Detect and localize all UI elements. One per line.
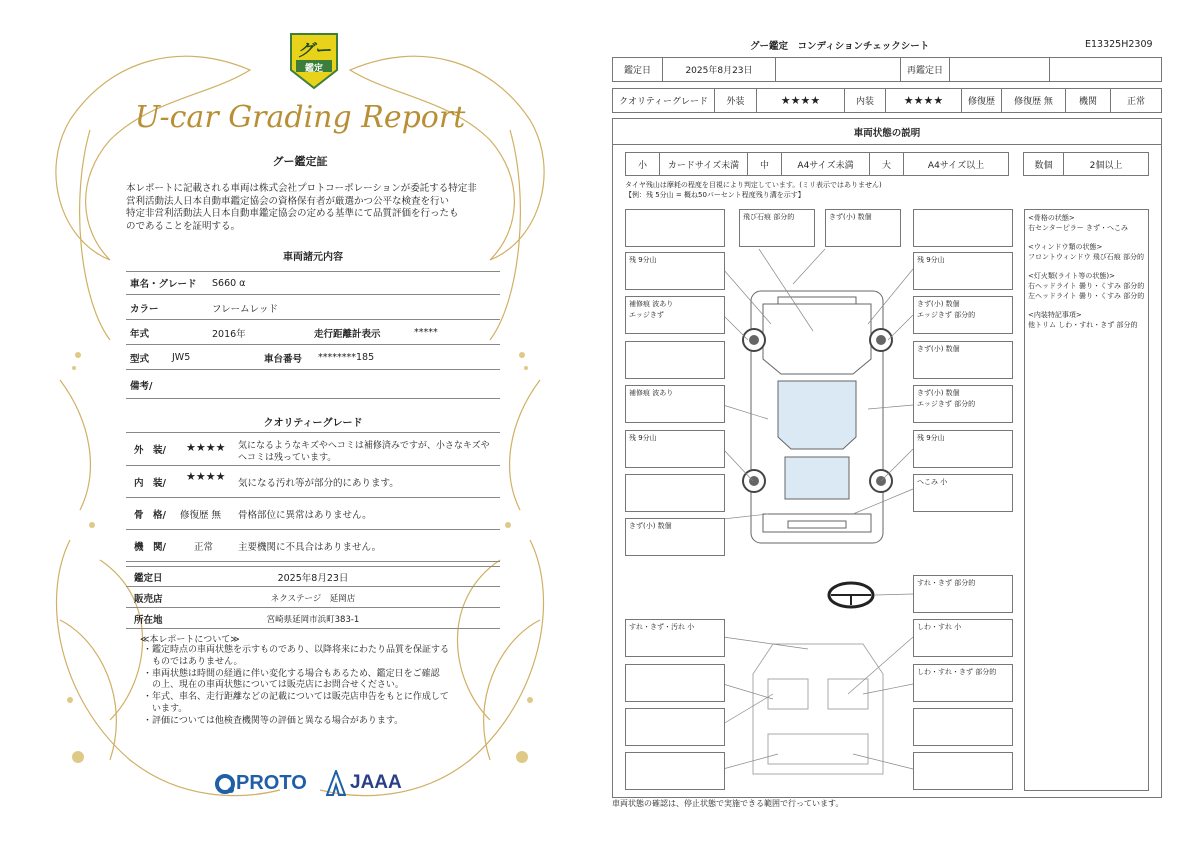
spec-row-model (126, 346, 500, 370)
badge-sub: 鑑定 (304, 64, 323, 74)
engine-value: 正常 (1126, 97, 1145, 107)
intro-line: 本レポートに記載される車両は株式会社プロトコーポレーションが委託する特定非 (126, 183, 477, 194)
damage-box (625, 708, 725, 746)
damage-text: エッジきず (629, 311, 664, 319)
grade-table (612, 88, 1162, 113)
note-line: フロントウィンドウ 飛び石痕 部分的 (1028, 253, 1145, 261)
date-table (612, 57, 1162, 82)
note-line: ・車両状態は時間の経過に伴い変化する場合もあるため、鑑定日をご確認 (143, 668, 440, 679)
damage-box: しわ・すれ・きず 部分的 (913, 664, 1013, 702)
frame-value: 修復歴 無 (180, 510, 222, 521)
condition-panel (612, 118, 1162, 798)
row-shop (126, 588, 500, 608)
color-label: カラー (130, 303, 159, 315)
int-label: 内装 (845, 89, 886, 112)
spec-heading: 車両諸元内容 (283, 252, 343, 263)
exterior-text-line: ヘコミは残っています。 (238, 453, 337, 463)
notes-heading: ≪本レポートについて≫ (140, 635, 240, 645)
legend-medium: 中 (748, 153, 782, 175)
damage-box (625, 474, 725, 512)
sheet-title: グー鑑定 コンディションチェックシート (750, 41, 930, 52)
tire-note: タイヤ残山は摩耗の程度を目視により判定しています。(ミリ表示ではありません) (625, 181, 882, 189)
tire-example: 【例：残 5分山 = 概ね50パーセント程度残り溝を示す】 (625, 191, 805, 199)
row-date (126, 566, 500, 587)
note-line: ・評価については他検査機関等の評価と異なる場合があります。 (143, 715, 404, 726)
damage-box (913, 752, 1013, 790)
spec-row-year (126, 321, 500, 345)
exterior-label: 外 装/ (134, 445, 166, 456)
damage-box: すれ・きず 部分的 (913, 575, 1013, 613)
sheet-footer: 車両状態の確認は、停止状態で実施できる範囲で行っています。 (612, 799, 844, 808)
damage-box (625, 752, 725, 790)
damage-box (913, 385, 1013, 423)
note-line: ・年式、車名、走行距離などの記載については販売店申告をもとに作成して (143, 692, 449, 703)
exterior-text (238, 440, 490, 464)
note-line: います。 (143, 703, 188, 714)
damage-text: きず(小) 数個 (917, 389, 960, 397)
proto-logo (214, 772, 307, 795)
damage-text: きず(小) 数個 (917, 300, 960, 308)
note-line: 左ヘッドライト 曇り・くすみ 部分的 (1028, 292, 1145, 300)
date-label: 鑑定日 (613, 58, 663, 81)
redate-value (950, 58, 1050, 81)
spec-row-car-name (126, 271, 500, 295)
jaaa-logo (326, 770, 402, 796)
chassis-value: ********185 (318, 352, 375, 363)
sheet-code: E13325H2309 (1085, 39, 1153, 50)
date-blank (776, 58, 901, 81)
quality-heading: クオリティーグレード (263, 418, 363, 429)
color-value: フレームレッド (212, 303, 279, 315)
badge-brand: グー (297, 41, 331, 61)
damage-box (625, 209, 725, 247)
legend-large: 大 (870, 153, 904, 175)
intro-text (126, 183, 506, 233)
note-heading: <ウィンドウ類の状態> (1028, 243, 1103, 251)
int-stars: ★★★★ (886, 89, 962, 112)
interior-stars: ★★★★ (186, 470, 226, 483)
year-label: 年式 (130, 328, 150, 340)
exterior-stars: ★★★★ (186, 441, 226, 454)
damage-box (625, 296, 725, 334)
cond-heading: 車両状態の説明 (613, 119, 1161, 145)
note-line: の上、現在の車両状態については販売店にお問合せください。 (143, 680, 404, 691)
exterior-text-line: 気になるようなキズやヘコミは補修済みですが、小さなキズや (238, 441, 490, 451)
damage-box (913, 708, 1013, 746)
damage-box: きず(小) 数個 (913, 341, 1013, 379)
legend-medium-desc: A4サイズ未満 (782, 153, 870, 175)
damage-box: きず(小) 数個 (825, 209, 901, 247)
row-address (126, 609, 500, 629)
model-label: 型式 (130, 353, 150, 365)
jaaa-mark-icon (326, 770, 346, 796)
damage-text: エッジきず 部分的 (917, 400, 976, 408)
frame-text: 骨格部位に異常はありません。 (238, 510, 372, 521)
address-value: 宮崎県延岡市浜町383-1 (266, 614, 360, 625)
damage-box (625, 664, 725, 702)
damage-box: 残 9分山 (625, 430, 725, 468)
engine-label: 機関 (1066, 89, 1111, 112)
note-heading: <内装特記事項> (1028, 311, 1082, 319)
car-name-label: 車名・グレード (130, 279, 197, 290)
damage-box: きず(小) 数個 (625, 518, 725, 556)
note-heading: <骨格の状態> (1028, 214, 1075, 222)
damage-text: 補修痕 波あり (629, 300, 674, 308)
condition-check-sheet (600, 0, 1200, 848)
proto-mark-icon (214, 773, 236, 795)
qg-label: クオリティーグレード (613, 89, 715, 112)
proto-logo-text: PROTO (236, 772, 307, 794)
engine-label: 機 関/ (134, 542, 166, 553)
legend-small: 小 (626, 153, 660, 175)
count-value: 2個以上 (1089, 160, 1123, 171)
repair-label: 修復歴 (962, 89, 1002, 112)
damage-box: 残 9分山 (625, 252, 725, 290)
interior-text: 気になる汚れ等が部分的にあります。 (238, 478, 399, 489)
quality-row-frame (126, 499, 500, 530)
note-line: 右ヘッドライト 曇り・くすみ 部分的 (1028, 282, 1145, 290)
car-name-value: S660 α (212, 277, 246, 289)
interior-label: 内 装/ (134, 478, 166, 489)
note-line: ・鑑定時点の車両状態を示すものであり、以降将来にわたり品質を保証する (143, 645, 450, 655)
damage-box: 補修痕 波あり (625, 385, 725, 423)
notes-list (143, 645, 513, 728)
count-label: 数個 (1024, 153, 1064, 175)
year-value: 2016年 (212, 328, 246, 340)
ext-stars: ★★★★ (757, 89, 845, 112)
damage-box: 飛び石痕 部分的 (739, 209, 815, 247)
model-value: JW5 (172, 352, 191, 363)
note-heading: <灯火類(ライト等の状態)> (1028, 272, 1115, 280)
frame-label: 骨 格/ (134, 510, 166, 521)
damage-box (913, 209, 1013, 247)
mileage-label: 走行距離計表示 (314, 328, 381, 340)
damage-box (625, 341, 725, 379)
quality-row-interior (126, 467, 500, 498)
shop-value: ネクステージ 延岡店 (270, 593, 356, 604)
mileage-value: ***** (414, 327, 438, 338)
goo-appraisal-badge (287, 30, 341, 90)
legend-small-desc: カードサイズ未満 (660, 153, 748, 175)
address-label: 所在地 (134, 614, 163, 626)
chassis-label: 車台番号 (264, 353, 303, 365)
date-value: 2025年8月23日 (277, 572, 349, 584)
intro-line: 営利活動法人日本自動車鑑定協会の資格保有者が厳選かつ公平な検査を行い (126, 195, 450, 207)
damage-box: 残 9分山 (913, 430, 1013, 468)
damage-box (913, 296, 1013, 334)
note-line: 他トリム しわ・すれ・きず 部分的 (1028, 321, 1138, 329)
intro-line: 特定非営利活動法人日本自動車鑑定協会の定める基準にて品質評価を行ったも (126, 208, 459, 219)
engine-text: 主要機関に不具合はありません。 (238, 542, 382, 553)
spec-row-color (126, 296, 500, 320)
date-value: 2025年8月23日 (663, 58, 776, 81)
legend-large-desc: A4サイズ以上 (927, 160, 985, 171)
damage-box: へこみ 小 (913, 474, 1013, 512)
date-label: 鑑定日 (134, 572, 163, 584)
note-line: 右センターピラー きず・へこみ (1028, 224, 1128, 232)
ext-label: 外装 (715, 89, 757, 112)
remarks-label: 備考/ (130, 380, 153, 392)
certificate-title: グー鑑定証 (272, 155, 328, 168)
spec-row-remarks (126, 371, 500, 399)
jaaa-logo-text: JAAA (350, 772, 402, 793)
damage-box: 残 9分山 (913, 252, 1013, 290)
quality-row-engine (126, 531, 500, 562)
damage-text: エッジきず 部分的 (917, 311, 976, 319)
note-line: ものではありません。 (143, 656, 243, 667)
steering-wheel-icon (829, 583, 873, 607)
report-title: U-car Grading Report (134, 100, 466, 135)
shop-label: 販売店 (134, 593, 163, 605)
condition-notes (1024, 209, 1149, 791)
damage-box: しわ・すれ 小 (913, 619, 1013, 657)
quality-row-exterior (126, 432, 500, 466)
repair-value: 修復歴 無 (1002, 89, 1066, 112)
redate-label: 再鑑定日 (901, 58, 950, 81)
engine-value: 正常 (194, 542, 214, 553)
intro-line: のであることを証明する。 (126, 220, 241, 232)
damage-box: すれ・きず・汚れ 小 (625, 619, 725, 657)
